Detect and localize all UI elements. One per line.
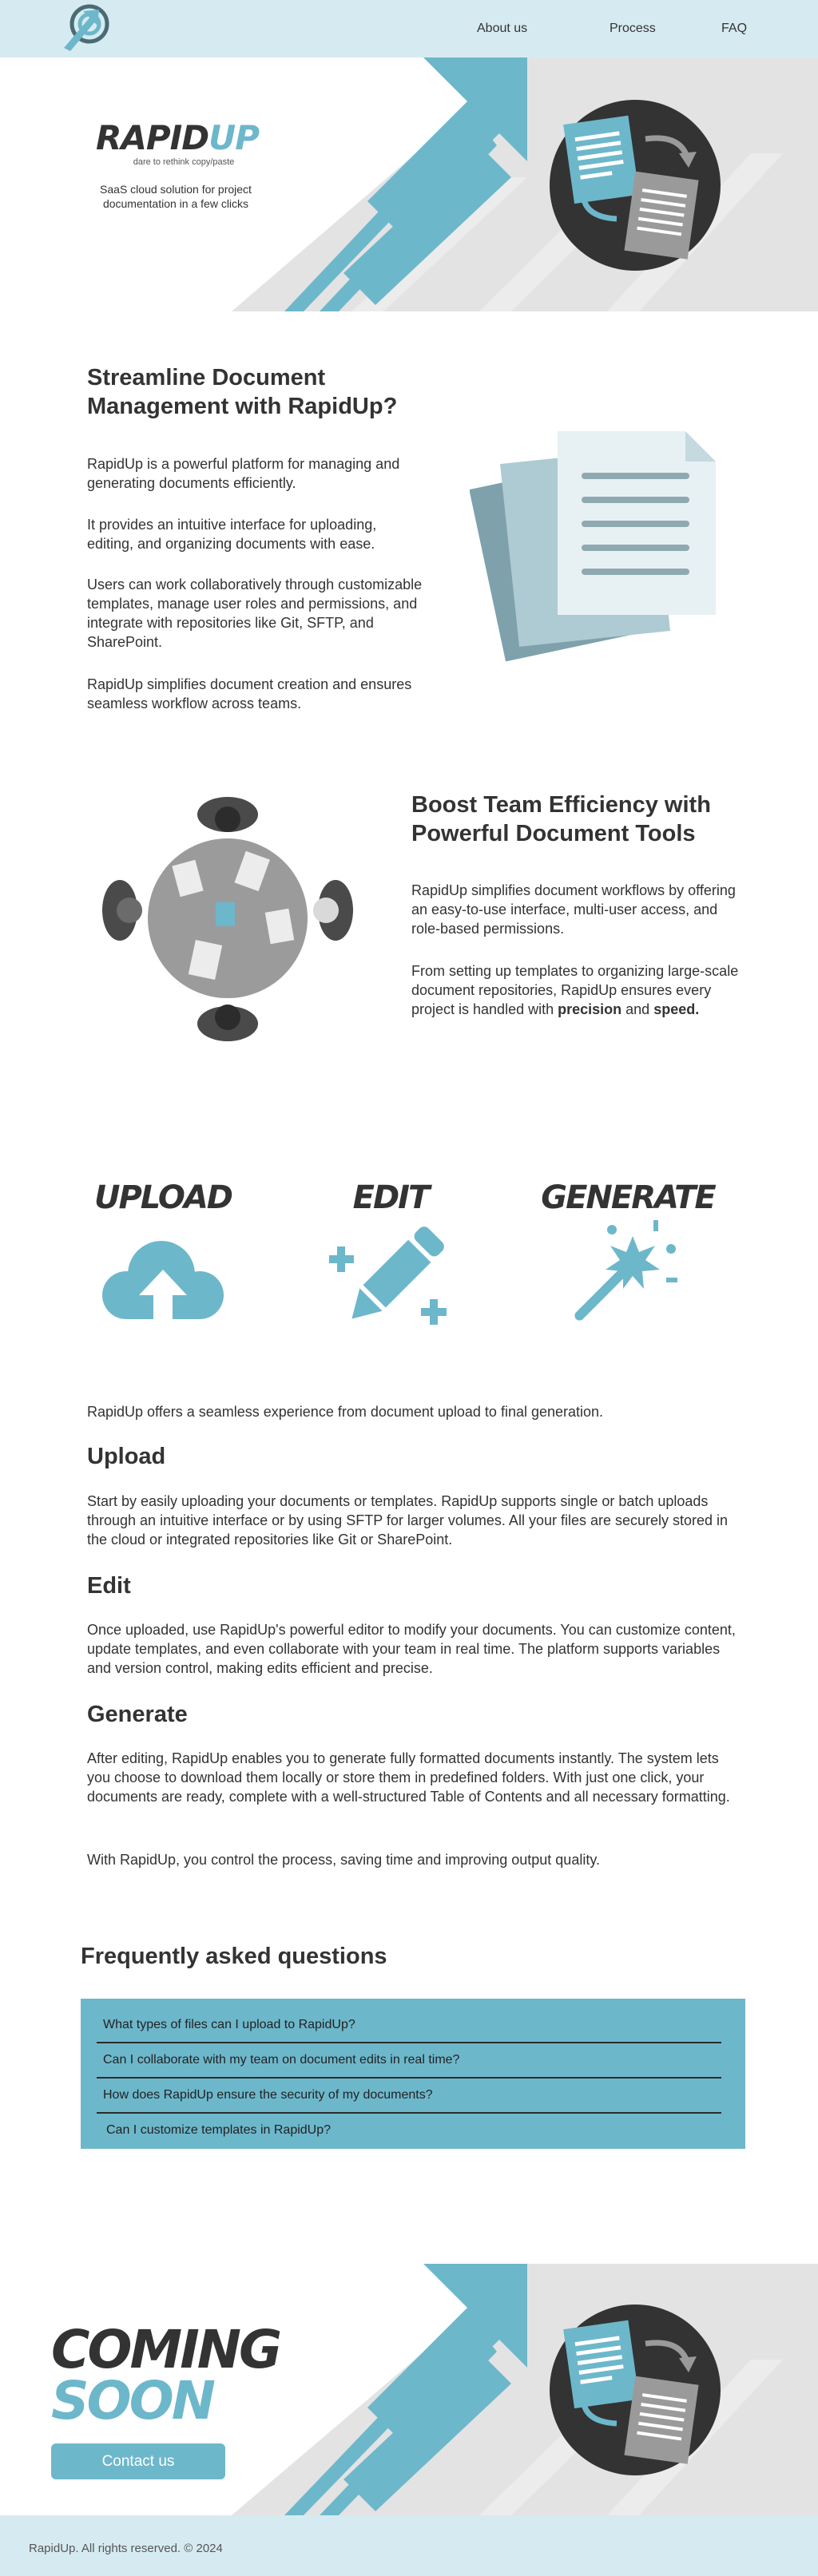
nav-about-us[interactable]: About us: [477, 22, 528, 35]
feature-upload-title: UPLOAD: [93, 1179, 232, 1216]
brand-logo-text: RAPIDUP: [96, 118, 260, 157]
faq-panel: [81, 1999, 745, 2149]
footer-copyright: RapidUp. All rights reserved. © 2024: [29, 2542, 223, 2555]
team-meeting-illustration: [96, 791, 359, 1050]
faq-divider: [97, 2077, 721, 2079]
feature-edit-title: EDIT: [352, 1179, 429, 1216]
feature-generate-title: GENERATE: [541, 1179, 715, 1216]
contact-us-button[interactable]: Contact us: [51, 2443, 225, 2479]
hero-description: SaaS cloud solution for project documentation in a few clicks: [100, 183, 252, 210]
faq-divider: [97, 2112, 721, 2114]
coming-text: COMING: [51, 2319, 280, 2380]
intro-paragraph: It provides an intuitive interface for uploading, editing, and organizing documents with ease.: [87, 517, 377, 552]
efficiency-paragraph: From setting up templates to organizing large-scale document repositories, RapidUp ensures every project is handled with precision and speed.: [411, 963, 739, 1017]
documents-illustration: [470, 423, 725, 683]
faq-question[interactable]: Can I collaborate with my team on document edits in real time?: [103, 2053, 460, 2067]
faq-question[interactable]: What types of files can I upload to RapidUp?: [103, 2018, 355, 2031]
faq-question[interactable]: Can I customize templates in RapidUp?: [106, 2123, 332, 2137]
generate-wand-icon: [559, 1214, 695, 1345]
nav-faq[interactable]: FAQ: [721, 22, 748, 35]
generate-paragraph: After editing, RapidUp enables you to generate fully formatted documents instantly. The system lets you choose to download them locally or store them in predefined folders. With just one click, your documents are ready, complete with a well-structured Table of Contents and all necessary formatting.: [87, 1750, 730, 1805]
soon-text: SOON: [51, 2370, 213, 2431]
efficiency-paragraph: RapidUp simplifies document workflows by offering an easy-to-use interface, multi-user access, and role-based permissions.: [411, 882, 736, 937]
intro-paragraph: RapidUp simplifies document creation and ensures seamless workflow across teams.: [87, 676, 412, 711]
edit-paragraph: Once uploaded, use RapidUp's powerful editor to modify your documents. You can customize content, update templates, and even collaborate with your team in real time. The platform supports variables and version control, making edits efficient and precise.: [87, 1622, 736, 1676]
edit-heading: Edit: [87, 1573, 131, 1599]
brand-tagline: dare to rethink copy/paste: [133, 157, 235, 167]
intro-paragraph: RapidUp is a powerful platform for managing and generating documents efficiently.: [87, 456, 400, 491]
upload-paragraph: Start by easily uploading your documents or templates. RapidUp supports single or batch uploads through an intuitive interface or by using SFTP for larger volumes. All your files are securely stored in the cloud or integrated repositories like Git or SharePoint.: [87, 1493, 729, 1548]
closing-paragraph: With RapidUp, you control the process, saving time and improving output quality.: [87, 1852, 600, 1868]
efficiency-title: Boost Team Efficiency with Powerful Document Tools: [411, 792, 711, 846]
faq-title: Frequently asked questions: [81, 1944, 387, 1969]
upload-cloud-icon: [97, 1230, 228, 1338]
edit-pencil-icon: [329, 1218, 457, 1342]
nav-process[interactable]: Process: [610, 22, 656, 35]
top-navbar: [0, 0, 818, 57]
logo-icon[interactable]: [59, 0, 115, 53]
faq-question[interactable]: How does RapidUp ensure the security of my documents?: [103, 2088, 433, 2102]
intro-title: Streamline Document Management with RapidUp?: [87, 365, 398, 419]
intro-paragraph: Users can work collaboratively through customizable templates, manage user roles and permissions, and integrate with repositories like Git, SFTP, and SharePoint.: [87, 577, 423, 650]
process-intro: RapidUp offers a seamless experience from document upload to final generation.: [87, 1404, 604, 1420]
upload-heading: Upload: [87, 1444, 166, 1469]
faq-divider: [97, 2042, 721, 2043]
generate-heading: Generate: [87, 1702, 188, 1727]
